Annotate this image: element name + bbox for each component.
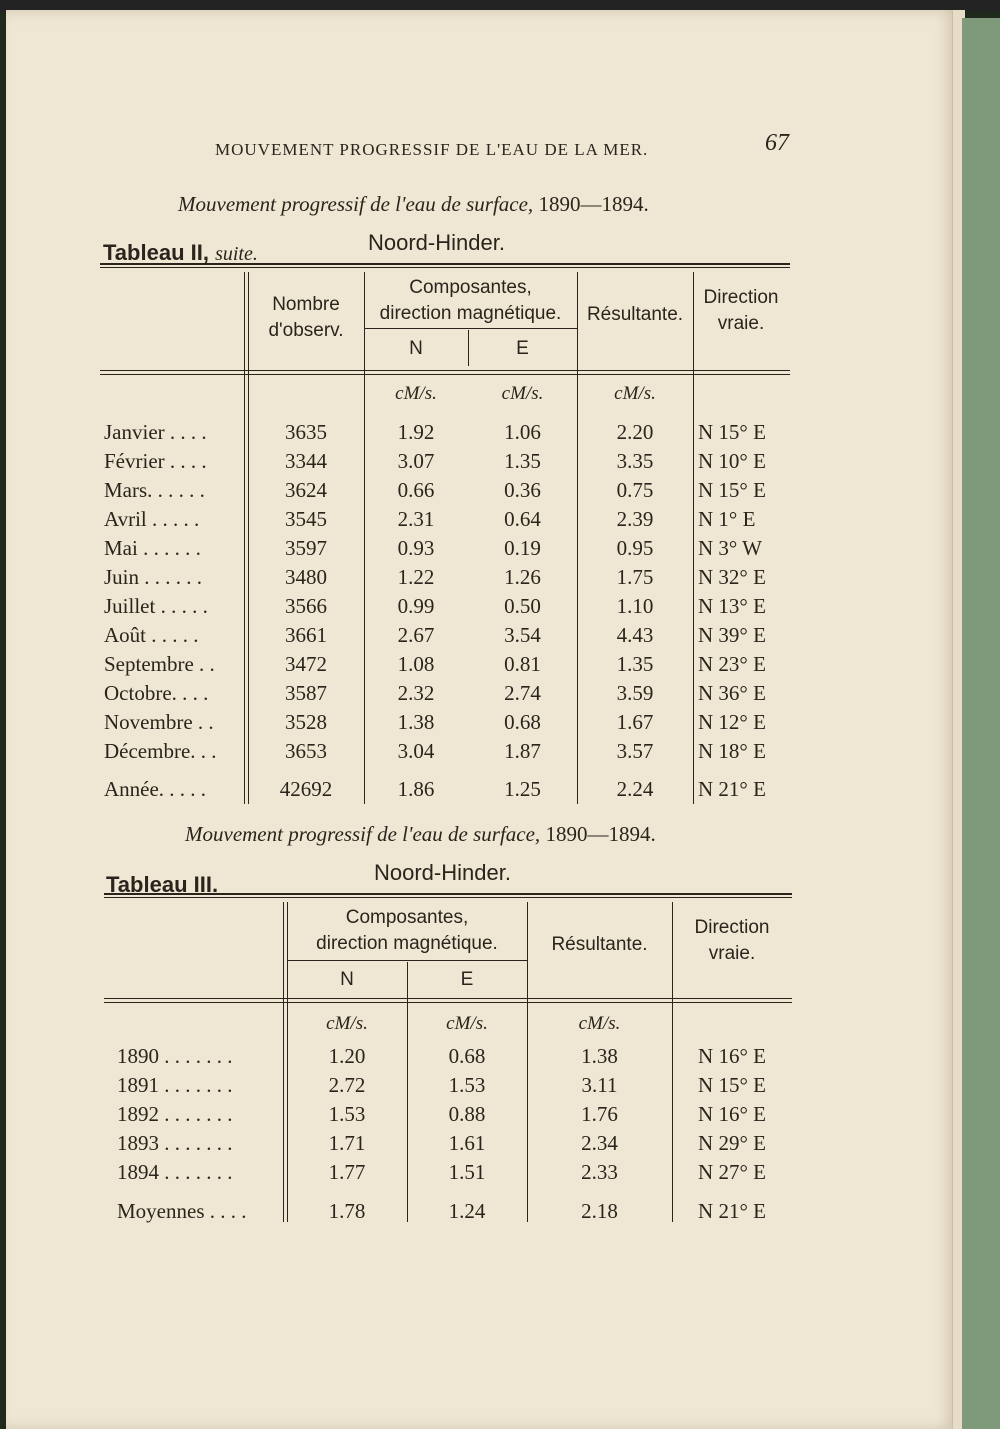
table3-header-rule <box>104 1002 792 1003</box>
table3-cell-n: 1.71 <box>328 1131 366 1155</box>
table2-cell-e: 1.35 <box>504 449 541 473</box>
table2-cell-dir: N 39° E <box>698 623 766 647</box>
table2-cell-n: 1.92 <box>397 420 435 444</box>
table3-unit-e: cM/s. <box>446 1013 488 1034</box>
table3-cell-e: 1.51 <box>448 1160 486 1184</box>
table2-cell-res: 3.59 <box>616 681 654 705</box>
table2-cell-dir: N 36° E <box>698 681 766 705</box>
table2-cell-count: 3661 <box>285 623 327 647</box>
table2-unit-e: cM/s. <box>501 383 544 404</box>
table2-cell-e: 0.36 <box>504 478 541 502</box>
page-number: 67 <box>765 130 789 156</box>
table2-cell-count: 3480 <box>285 565 327 589</box>
table2-row-label: Juin . . . . . . <box>104 565 203 589</box>
table2-cell-e: 0.81 <box>504 652 541 676</box>
table2-cell-res: 2.20 <box>616 420 654 444</box>
table2-header-components <box>364 275 577 327</box>
table2-cell-n: 0.66 <box>397 478 435 502</box>
table2-cell-e: 0.50 <box>504 594 541 618</box>
table3-caption-years: 1890—1894. <box>545 822 656 846</box>
table3-cell-n: 1.77 <box>328 1160 366 1184</box>
table2-cell-count: 3587 <box>285 681 327 705</box>
running-head: MOUVEMENT PROGRESSIF DE L'EAU DE LA MER. <box>215 140 649 159</box>
table2-cell-n: 1.08 <box>397 652 435 676</box>
table3-vline <box>283 902 284 1222</box>
table2-title-text: Tableau II, <box>103 240 209 265</box>
table2-row-label: Décembre. . . <box>104 739 217 763</box>
table2-cell-count: 3472 <box>285 652 327 676</box>
table3-row-label: 1893 . . . . . . . <box>117 1131 233 1155</box>
table2-row-label: Août . . . . . <box>104 623 199 647</box>
table2-cell-n: 0.93 <box>397 536 435 560</box>
header-text: Composantes, <box>409 277 532 298</box>
header-text: Composantes, <box>345 907 469 928</box>
table2-vline <box>244 272 245 804</box>
table2-row-label: Juillet . . . . . <box>104 594 208 618</box>
header-text: Direction <box>694 917 770 938</box>
table3-cell-res: 2.34 <box>581 1131 618 1155</box>
table2-cell-res: 0.95 <box>616 536 654 560</box>
table3-cell-res: 1.38 <box>581 1044 618 1068</box>
table2-row-label: Janvier . . . . <box>104 420 207 444</box>
table3-cell-dir: N 16° E <box>698 1102 766 1126</box>
table3-row-label: 1894 . . . . . . . <box>117 1160 233 1184</box>
table2-top-rule-thin <box>100 267 790 268</box>
header-text: direction magnétique. <box>379 303 562 324</box>
table2-cell-count: 3528 <box>285 710 327 734</box>
table2-cell-count: 3344 <box>285 449 327 473</box>
table2-comp-subrule <box>364 328 577 329</box>
table3-cell-n: 1.20 <box>328 1044 366 1068</box>
table2-cell-n: 1.38 <box>397 710 435 734</box>
table3-cell-res: 3.11 <box>581 1073 618 1097</box>
table3-cell-n: 1.78 <box>328 1199 366 1223</box>
table2-header-n: N <box>409 338 423 359</box>
table2-cell-dir: N 15° E <box>698 478 766 502</box>
table2-header-direction <box>693 285 789 337</box>
table2-cell-res: 2.24 <box>616 777 654 801</box>
table2-cell-res: 0.75 <box>616 478 654 502</box>
table3-row-label: Moyennes . . . . <box>117 1199 247 1223</box>
table3-caption-text: Mouvement progressif de l'eau de surface, <box>185 822 541 846</box>
table3-cell-res: 1.76 <box>581 1102 618 1126</box>
header-text: vraie. <box>708 943 756 964</box>
table2-cell-dir: N 23° E <box>698 652 766 676</box>
table3-top-rule <box>104 893 792 895</box>
table2-cell-e: 1.25 <box>504 777 541 801</box>
table2-caption-text: Mouvement progressif de l'eau de surface, <box>178 192 534 216</box>
table2-row-label: Février . . . . <box>104 449 207 473</box>
header-text: vraie. <box>717 313 765 334</box>
table2-cell-res: 2.39 <box>616 507 654 531</box>
table2-header-e: E <box>516 338 529 359</box>
table3-unit-res: cM/s. <box>578 1013 621 1034</box>
table3-cell-dir: N 21° E <box>698 1199 766 1223</box>
table3-row-label: 1892 . . . . . . . <box>117 1102 233 1126</box>
table2-row-label: Année. . . . . <box>104 777 207 801</box>
table2-cell-n: 1.22 <box>397 565 435 589</box>
table2-cell-count: 3545 <box>285 507 327 531</box>
table3-header-e: E <box>460 969 474 990</box>
table2-vline <box>693 272 694 804</box>
table3-cell-e: 1.53 <box>448 1073 486 1097</box>
table2-cell-n: 2.67 <box>397 623 435 647</box>
table2-row-label: Septembre . . <box>104 652 215 676</box>
table2-row-label: Avril . . . . . <box>104 507 200 531</box>
table3-cell-dir: N 29° E <box>698 1131 766 1155</box>
table3-cell-dir: N 27° E <box>698 1160 766 1184</box>
table3-header-components <box>287 905 527 957</box>
table2-cell-count: 3653 <box>285 739 327 763</box>
table2-cell-e: 3.54 <box>504 623 541 647</box>
table2-cell-count: 3624 <box>285 478 327 502</box>
table2-row-label: Mars. . . . . . <box>104 478 205 502</box>
table2-top-rule <box>100 263 790 265</box>
table2-header-rule <box>100 374 790 375</box>
table3-cell-dir: N 16° E <box>698 1044 766 1068</box>
book-cover-edge <box>962 18 1000 1429</box>
table2-cell-dir: N 12° E <box>698 710 766 734</box>
table2-cell-n: 1.86 <box>397 777 435 801</box>
table3-unit-n: cM/s. <box>326 1013 368 1034</box>
table2-cell-n: 2.31 <box>397 507 435 531</box>
table2-cell-count: 3597 <box>285 536 327 560</box>
table2-cell-res: 4.43 <box>616 623 654 647</box>
table2-unit-n: cM/s. <box>395 383 437 404</box>
table2-cell-dir: N 13° E <box>698 594 766 618</box>
table3-row-label: 1891 . . . . . . . <box>117 1073 233 1097</box>
table2-cell-res: 3.57 <box>616 739 654 763</box>
table3-cell-res: 2.18 <box>581 1199 618 1223</box>
header-text: Direction <box>703 287 779 308</box>
table2-header-count <box>248 292 364 344</box>
table2-cell-count: 3566 <box>285 594 327 618</box>
table2-cell-n: 0.99 <box>397 594 435 618</box>
table3-cell-e: 0.88 <box>448 1102 486 1126</box>
table2-row-label: Novembre . . <box>104 710 214 734</box>
table2-cell-n: 2.32 <box>397 681 435 705</box>
table2-cell-dir: N 10° E <box>698 449 766 473</box>
table2-cell-dir: N 18° E <box>698 739 766 763</box>
table3-cell-n: 1.53 <box>328 1102 366 1126</box>
table2-title-suffix: suite. <box>215 243 258 265</box>
table2-cell-n: 3.04 <box>397 739 435 763</box>
table3-station: Noord-Hinder. <box>374 860 511 885</box>
table2-cell-dir: N 21° E <box>698 777 766 801</box>
table2-cell-dir: N 3° W <box>698 536 763 560</box>
table2-cell-e: 0.68 <box>504 710 541 734</box>
table2-cell-e: 0.64 <box>504 507 541 531</box>
table3-header-n: N <box>340 969 354 990</box>
table3-cell-e: 1.61 <box>448 1131 486 1155</box>
table2-unit-res: cM/s. <box>614 383 656 404</box>
table3-cell-e: 0.68 <box>448 1044 486 1068</box>
table3-comp-subrule <box>287 960 527 961</box>
table3-header-rule <box>104 998 792 999</box>
table2-row-label: Mai . . . . . . <box>104 536 201 560</box>
table2-caption <box>178 192 649 217</box>
table3-title: Tableau III. <box>106 872 219 897</box>
table2-cell-dir: N 1° E <box>698 507 756 531</box>
table2-cell-dir: N 32° E <box>698 565 766 589</box>
table2-cell-e: 2.74 <box>504 681 541 705</box>
table3-row-label: 1890 . . . . . . . <box>117 1044 233 1068</box>
table2-cell-res: 3.35 <box>616 449 654 473</box>
table2-caption-years: 1890—1894. <box>538 192 649 216</box>
table2-cell-res: 1.67 <box>616 710 654 734</box>
table2-header-resultant: Résultante. <box>586 304 684 325</box>
table3-cell-res: 2.33 <box>581 1160 618 1184</box>
table2-cell-count: 42692 <box>279 777 333 801</box>
table2-cell-e: 1.26 <box>504 565 541 589</box>
table3-cell-e: 1.24 <box>448 1199 486 1223</box>
table3-caption <box>185 822 656 847</box>
table2-cell-res: 1.35 <box>616 652 654 676</box>
header-text: direction magnétique. <box>316 933 498 954</box>
header-text: Nombre <box>272 294 340 315</box>
table2-cell-res: 1.10 <box>616 594 654 618</box>
header-text: d'observ. <box>268 320 344 341</box>
table3-cell-n: 2.72 <box>328 1073 366 1097</box>
table2-row-label: Octobre. . . . <box>104 681 209 705</box>
table2-cell-e: 1.87 <box>504 739 541 763</box>
table3-top-rule-thin <box>104 897 792 898</box>
table2-cell-res: 1.75 <box>616 565 654 589</box>
table2-station: Noord-Hinder. <box>368 230 505 255</box>
table3-cell-dir: N 15° E <box>698 1073 766 1097</box>
table3-header-direction <box>672 915 792 967</box>
table2-header-rule <box>100 370 790 371</box>
table2-cell-count: 3635 <box>285 420 327 444</box>
table2-cell-e: 0.19 <box>504 536 541 560</box>
table3-header-resultant: Résultante. <box>551 934 648 955</box>
table2-cell-n: 3.07 <box>397 449 435 473</box>
table2-cell-e: 1.06 <box>504 420 541 444</box>
table2-cell-dir: N 15° E <box>698 420 766 444</box>
